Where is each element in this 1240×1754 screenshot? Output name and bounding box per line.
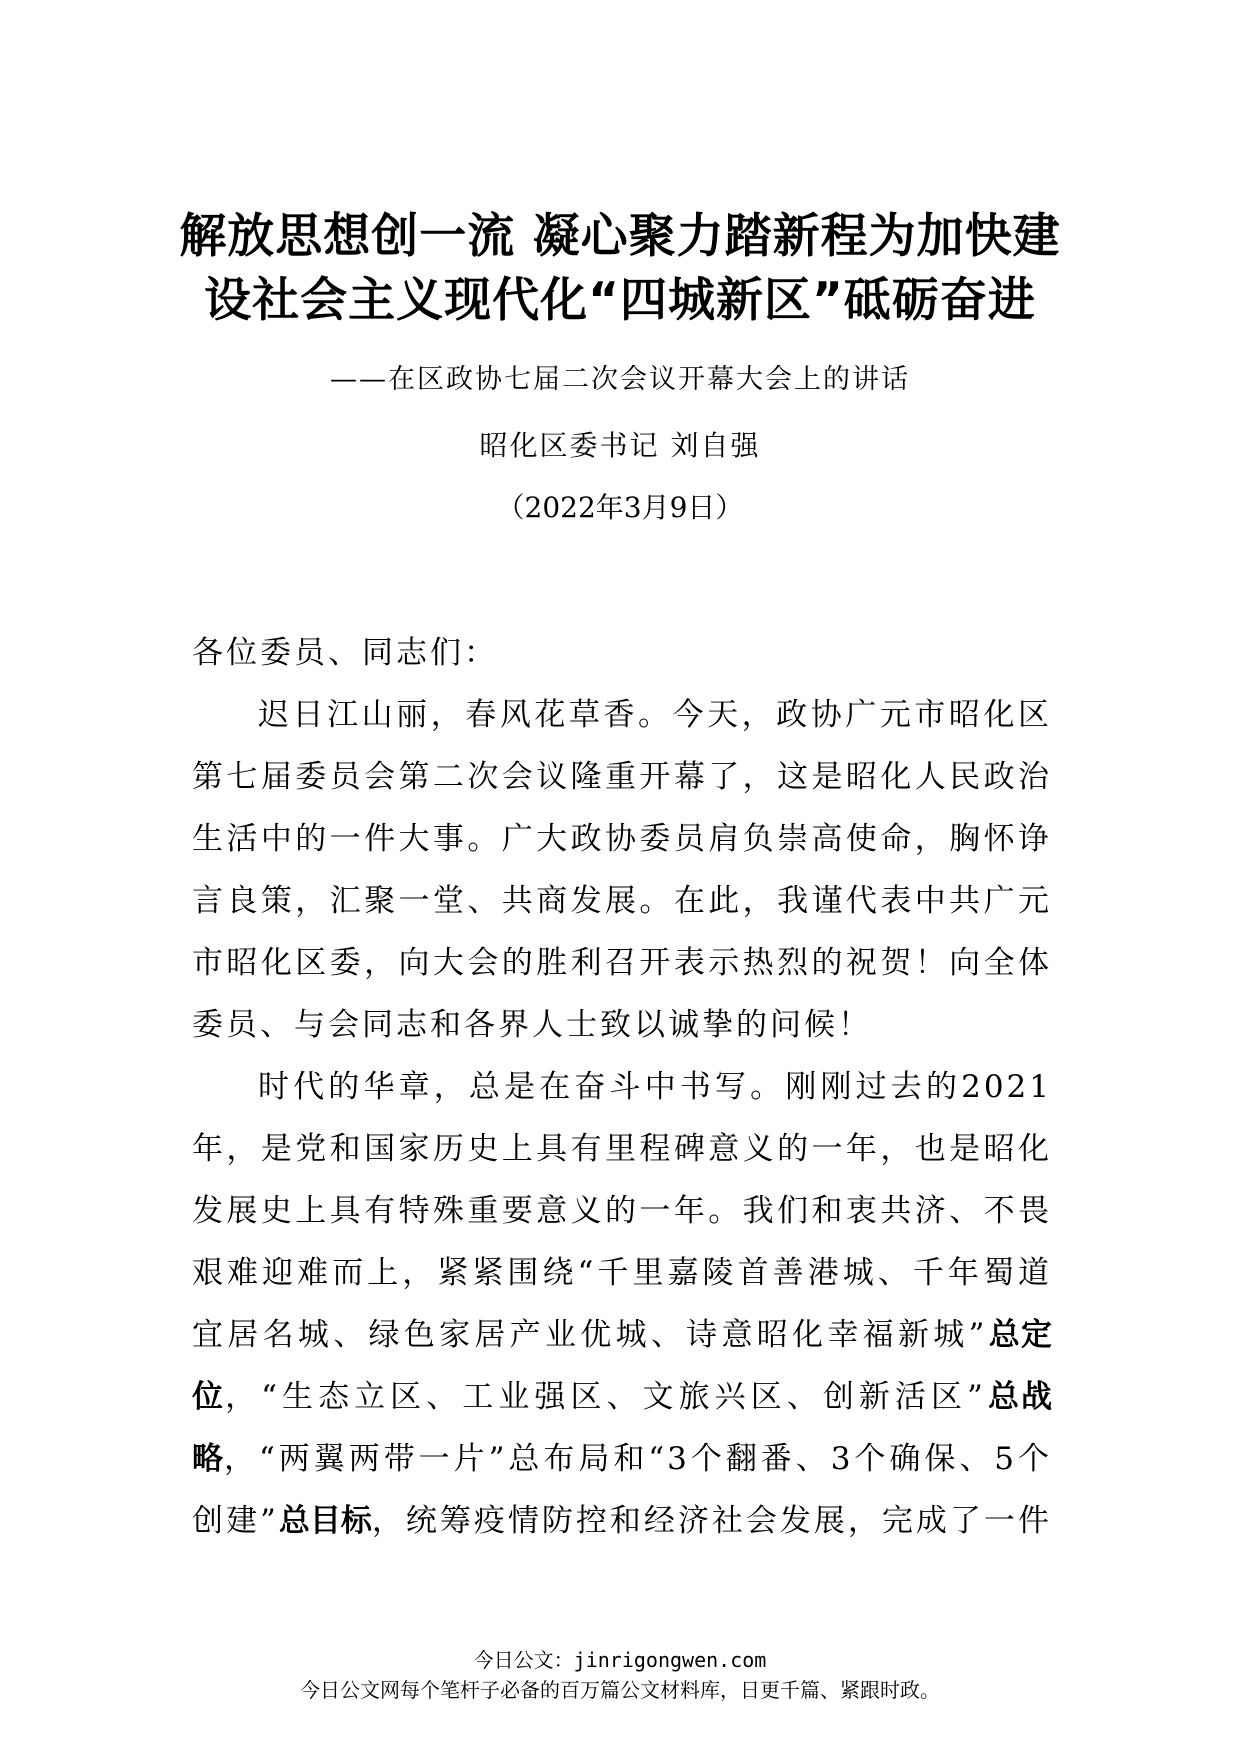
paragraph-2 <box>192 1056 1052 1552</box>
bold-term-total-strategy: 总战略 <box>192 1379 1053 1477</box>
document-title <box>150 205 1090 333</box>
paragraph-2-part-4: ，统筹疫情防控和经济社会发展，完成了一件 <box>371 1503 1052 1539</box>
document-body <box>192 622 1052 1552</box>
paragraph-1: 迟日江山丽，春风花草香。今天，政协广元市昭化区第七届委员会第二次会议隆重开幕了，这是昭化人民政治生活中的一件大事。广大政协委员肩负崇高使命，胸怀诤言良策，汇聚一堂、共商发展。在此，我谨代表中共广元市昭化区委，向大会的胜利召开表示热烈的祝贺！向全体委员、与会同志和各界人士致以诚挚的问候！ <box>192 697 1052 1043</box>
paragraph-2-part-3: ，“两翼两带一片”总布局和“3个翻番、3个确保、5个创建” <box>192 1441 1053 1539</box>
document-date: （2022年3月9日） <box>496 491 744 524</box>
title-line-1: 解放思想创一流 凝心聚力踏新程为加快建 <box>179 209 1061 264</box>
footer-site-line <box>150 1645 1090 1675</box>
paragraph-2-part-1: 时代的华章，总是在奋斗中书写。刚刚过去的2021年，是党和国家历史上具有里程碑意义的一年，也是昭化发展史上具有特殊重要意义的一年。我们和衷共济、不畏艰难迎难而上，紧紧围绕“千里嘉陵首善港城、千年蜀道宜居名城、绿色家居产业优城、诗意昭化幸福新城” <box>192 1069 1052 1353</box>
document-author: 昭化区委书记 刘自强 <box>479 429 761 462</box>
footer-site-url[interactable]: jinrigongwen.com <box>573 1648 767 1672</box>
bold-term-total-goal: 总目标 <box>278 1503 372 1539</box>
footer <box>150 1645 1090 1705</box>
footer-site-label: 今日公文： <box>473 1648 574 1672</box>
bold-term-total-positioning: 总定位 <box>192 1317 1053 1415</box>
footer-slogan: 今日公文网每个笔杆子必备的百万篇公文材料库，日更千篇、紧跟时政。 <box>300 1678 940 1702</box>
document-subtitle: ——在区政协七届二次会议开幕大会上的讲话 <box>330 364 910 395</box>
title-line-2: 设社会主义现代化“四城新区”砥砺奋进 <box>204 273 1036 328</box>
paragraph-2-part-2: ，“生态立区、工业强区、文旅兴区、创新活区” <box>225 1379 986 1415</box>
salutation: 各位委员、同志们： <box>192 635 498 671</box>
